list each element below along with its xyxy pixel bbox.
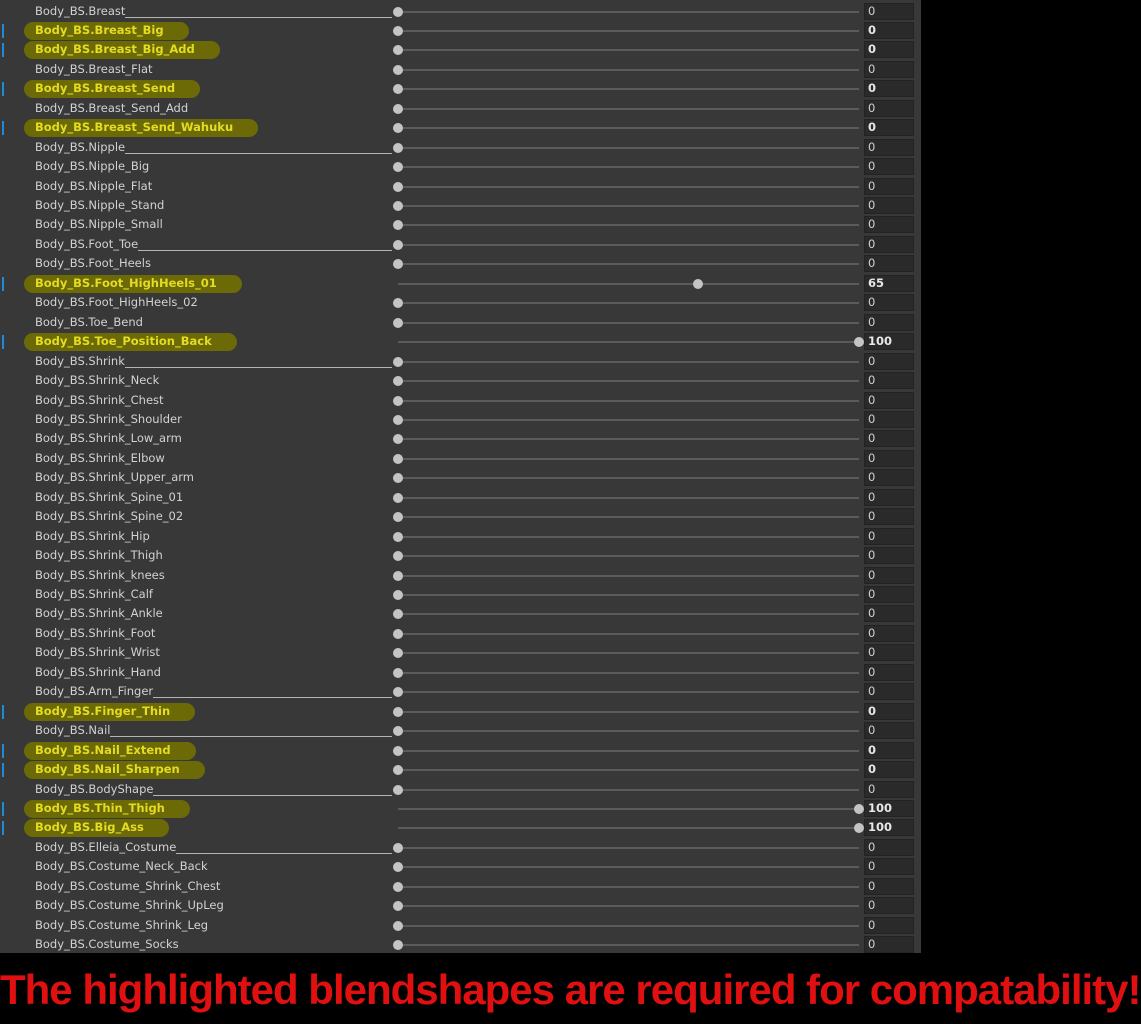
blendshape-value-field[interactable]: 0	[864, 761, 914, 778]
blendshape-slider-thumb[interactable]	[393, 26, 403, 36]
blendshape-slider-thumb[interactable]	[393, 512, 403, 522]
blendshape-row	[0, 468, 921, 487]
blendshape-row	[0, 546, 921, 565]
blendshape-slider-track[interactable]	[398, 594, 859, 596]
modified-indicator	[2, 43, 4, 57]
blendshape-slider-track[interactable]	[398, 905, 859, 907]
blendshape-slider-thumb[interactable]	[393, 104, 403, 114]
blendshape-row	[0, 585, 921, 604]
blendshape-row	[0, 429, 921, 448]
blendshape-slider-track[interactable]	[398, 555, 859, 557]
blendshape-slider-thumb[interactable]	[393, 415, 403, 425]
blendshape-row	[0, 274, 921, 293]
blendshape-label: Body_BS.Shrink_Ankle	[35, 606, 163, 621]
blendshape-slider-thumb[interactable]	[393, 240, 403, 250]
blendshape-slider-track[interactable]	[398, 691, 859, 693]
blendshape-slider-thumb[interactable]	[393, 318, 403, 328]
modified-indicator	[2, 121, 4, 135]
blendshape-slider-thumb[interactable]	[393, 862, 403, 872]
group-separator-line	[110, 736, 392, 737]
blendshape-slider-thumb[interactable]	[393, 707, 403, 717]
blendshape-row	[0, 799, 921, 818]
blendshape-value-field[interactable]: 0	[864, 897, 914, 914]
blendshape-row	[0, 780, 921, 799]
blendshape-slider-thumb[interactable]	[393, 376, 403, 386]
blendshape-row	[0, 566, 921, 585]
blendshape-slider-thumb[interactable]	[393, 259, 403, 269]
blendshape-value-field[interactable]: 0	[864, 158, 914, 175]
blendshape-slider-thumb[interactable]	[393, 765, 403, 775]
blendshape-value-field[interactable]: 0	[864, 197, 914, 214]
blendshape-slider-track[interactable]	[398, 30, 859, 32]
blendshape-value-field[interactable]: 100	[864, 819, 914, 836]
blendshape-row	[0, 682, 921, 701]
blendshape-label: Body_BS.Shrink_Thigh	[35, 548, 163, 563]
blendshape-label: Body_BS.Costume_Neck_Back	[35, 859, 208, 874]
blendshape-slider-track[interactable]	[398, 69, 859, 71]
blendshape-slider-track[interactable]	[398, 477, 859, 479]
blendshape-row	[0, 507, 921, 526]
blendshape-row	[0, 410, 921, 429]
blendshape-row	[0, 604, 921, 623]
group-separator-line	[125, 367, 392, 368]
blendshape-label: Body_BS.Shrink_Shoulder	[35, 411, 182, 426]
blendshape-slider-thumb[interactable]	[393, 65, 403, 75]
blendshape-row	[0, 79, 921, 98]
blendshape-slider-track[interactable]	[398, 49, 859, 51]
blendshape-row	[0, 2, 921, 21]
blendshape-label: Body_BS.Nipple_Small	[35, 217, 163, 232]
blendshape-row	[0, 332, 921, 351]
blendshape-slider-thumb[interactable]	[393, 746, 403, 756]
blendshape-slider-track[interactable]	[398, 536, 859, 538]
blendshape-slider-thumb[interactable]	[393, 201, 403, 211]
blendshape-value-field[interactable]: 0	[864, 605, 914, 622]
blendshape-value-field[interactable]: 0	[864, 858, 914, 875]
blendshape-value-field[interactable]: 0	[864, 878, 914, 895]
blendshape-row	[0, 60, 921, 79]
blendshape-row	[0, 254, 921, 273]
blendshape-value-field[interactable]: 0	[864, 703, 914, 720]
blendshape-value-field[interactable]: 0	[864, 392, 914, 409]
blendshape-slider-track[interactable]	[398, 438, 859, 440]
blendshape-value-field[interactable]: 0	[864, 100, 914, 117]
blendshape-value-field[interactable]: 0	[864, 489, 914, 506]
blendshape-label: Body_BS.Breast_Send_Wahuku	[35, 120, 234, 135]
blendshape-row	[0, 721, 921, 740]
blendshape-slider-track[interactable]	[398, 205, 859, 207]
blendshape-slider-thumb[interactable]	[393, 357, 403, 367]
blendshape-slider-thumb[interactable]	[393, 921, 403, 931]
blendshape-row	[0, 352, 921, 371]
blendshape-slider-track[interactable]	[398, 11, 859, 13]
blendshape-value-field[interactable]: 100	[864, 333, 914, 350]
blendshape-slider-thumb[interactable]	[393, 629, 403, 639]
blendshape-slider-thumb[interactable]	[393, 182, 403, 192]
blendshape-row	[0, 391, 921, 410]
blendshape-value-field[interactable]: 0	[864, 839, 914, 856]
blendshape-slider-thumb[interactable]	[393, 473, 403, 483]
blendshape-row	[0, 99, 921, 118]
blendshape-slider-track[interactable]	[398, 847, 859, 849]
blendshape-value-field[interactable]: 0	[864, 353, 914, 370]
blendshape-slider-thumb[interactable]	[393, 298, 403, 308]
blendshape-label: Body_BS.Foot_HighHeels_02	[35, 295, 198, 310]
blendshape-slider-thumb[interactable]	[393, 84, 403, 94]
blendshape-row	[0, 40, 921, 59]
blendshape-label: Body_BS.Shrink_Calf	[35, 587, 153, 601]
blendshape-slider-thumb[interactable]	[854, 337, 864, 347]
blendshape-row	[0, 157, 921, 176]
blendshape-slider-thumb[interactable]	[393, 220, 403, 230]
blendshape-row	[0, 916, 921, 935]
blendshape-slider-thumb[interactable]	[854, 823, 864, 833]
blendshape-row	[0, 741, 921, 760]
blendshape-row	[0, 896, 921, 915]
blendshape-value-field[interactable]: 0	[864, 450, 914, 467]
blendshape-slider-thumb[interactable]	[393, 7, 403, 17]
blendshape-label: Body_BS.Nipple	[35, 139, 126, 154]
blendshape-label: Body_BS.Breast_Send	[35, 81, 176, 96]
blendshape-slider-track[interactable]	[398, 769, 859, 771]
blendshape-slider-track[interactable]	[398, 283, 859, 285]
blendshape-value-field[interactable]: 0	[864, 61, 914, 78]
blendshape-row	[0, 21, 921, 40]
blendshape-row	[0, 293, 921, 312]
blendshape-slider-thumb[interactable]	[693, 279, 703, 289]
blendshape-label: Body_BS.Shrink_Chest	[35, 392, 164, 407]
blendshape-slider-thumb[interactable]	[393, 648, 403, 658]
blendshape-value-field[interactable]: 0	[864, 119, 914, 136]
blendshape-slider-track[interactable]	[398, 322, 859, 324]
blendshape-row	[0, 818, 921, 837]
blendshape-slider-thumb[interactable]	[393, 571, 403, 581]
blendshape-value-field[interactable]: 0	[864, 742, 914, 759]
blendshape-value-field[interactable]: 0	[864, 80, 914, 97]
blendshape-slider-thumb[interactable]	[393, 396, 403, 406]
blendshape-slider-track[interactable]	[398, 458, 859, 460]
blendshape-value-field[interactable]: 0	[864, 469, 914, 486]
blendshape-slider-thumb[interactable]	[393, 143, 403, 153]
blendshape-row	[0, 138, 921, 157]
blendshape-slider-thumb[interactable]	[393, 551, 403, 561]
modified-indicator	[2, 24, 4, 38]
blendshape-label: Body_BS.Costume_Shrink_UpLeg	[35, 898, 224, 913]
blendshape-label: Body_BS.Nail_Sharpen	[35, 762, 180, 777]
blendshape-value-field[interactable]: 0	[864, 430, 914, 447]
blendshape-slider-thumb[interactable]	[393, 454, 403, 464]
blendshape-slider-track[interactable]	[398, 263, 859, 265]
blendshape-slider-track[interactable]	[398, 244, 859, 246]
blendshape-row	[0, 449, 921, 468]
blendshape-slider-track[interactable]	[398, 108, 859, 110]
blendshape-slider-track[interactable]	[398, 88, 859, 90]
blendshape-row	[0, 527, 921, 546]
group-separator-line	[153, 697, 392, 698]
blendshape-value-field[interactable]: 0	[864, 372, 914, 389]
blendshape-label: Body_BS.Costume_Socks	[35, 937, 179, 952]
blendshape-slider-track[interactable]	[398, 497, 859, 499]
blendshape-value-field[interactable]: 0	[864, 314, 914, 331]
blendshape-row	[0, 624, 921, 643]
blendshape-label: Body_BS.Shrink_Upper_arm	[35, 470, 194, 485]
blendshape-label: Body_BS.Shrink_Elbow	[35, 450, 165, 465]
blendshape-slider-track[interactable]	[398, 224, 859, 226]
caption-text: The highlighted blendshapes are required for compatability!	[0, 966, 1141, 1013]
blendshape-slider-track[interactable]	[398, 575, 859, 577]
group-separator-line	[138, 250, 392, 251]
blendshape-value-field[interactable]: 0	[864, 586, 914, 603]
blendshape-slider-thumb[interactable]	[393, 901, 403, 911]
blendshape-label: Body_BS.Shrink_Hip	[35, 528, 150, 543]
blendshape-row	[0, 118, 921, 137]
blendshape-slider-track[interactable]	[398, 516, 859, 518]
blendshape-slider-track[interactable]	[398, 730, 859, 732]
blendshape-slider-track[interactable]	[398, 652, 859, 654]
blendshape-row	[0, 371, 921, 390]
modified-indicator	[2, 802, 4, 816]
blendshape-slider-thumb[interactable]	[393, 532, 403, 542]
blendshape-slider-track[interactable]	[398, 750, 859, 752]
blendshape-slider-track[interactable]	[398, 380, 859, 382]
blendshape-label: Body_BS.Shrink_knees	[35, 567, 165, 582]
blendshape-slider-track[interactable]	[398, 302, 859, 304]
blendshape-slider-thumb[interactable]	[393, 687, 403, 697]
blendshape-slider-track[interactable]	[398, 400, 859, 402]
blendshape-row	[0, 643, 921, 662]
blendshape-label: Body_BS.Foot_Toe	[35, 236, 139, 251]
blendshape-label: Body_BS.Shrink	[35, 353, 125, 368]
blendshape-slider-track[interactable]	[398, 866, 859, 868]
modified-indicator	[2, 705, 4, 719]
blendshape-value-field[interactable]: 0	[864, 216, 914, 233]
blendshape-slider-thumb[interactable]	[393, 45, 403, 55]
blendshape-slider-thumb[interactable]	[393, 434, 403, 444]
blendshape-row	[0, 215, 921, 234]
blendshape-slider-track[interactable]	[398, 886, 859, 888]
blendshape-slider-thumb[interactable]	[393, 493, 403, 503]
blendshape-value-field[interactable]: 65	[864, 275, 914, 292]
blendshape-label: Body_BS.Toe_Position_Back	[35, 334, 212, 349]
blendshape-slider-thumb[interactable]	[393, 668, 403, 678]
blendshape-label: Body_BS.Costume_Shrink_Leg	[35, 917, 209, 932]
blendshape-label: Body_BS.Shrink_Spine_02	[35, 509, 184, 524]
blendshape-value-field[interactable]: 0	[864, 139, 914, 156]
blendshape-value-field[interactable]: 100	[864, 800, 914, 817]
blendshape-value-field[interactable]: 0	[864, 567, 914, 584]
blendshape-slider-track[interactable]	[398, 925, 859, 927]
modified-indicator	[2, 277, 4, 291]
blendshape-value-field[interactable]: 0	[864, 936, 914, 953]
blendshape-label: Body_BS.Nail	[35, 723, 111, 738]
blendshape-slider-thumb[interactable]	[393, 609, 403, 619]
blendshape-row	[0, 760, 921, 779]
blendshape-label: Body_BS.Breast_Send_Add	[35, 100, 189, 115]
blendshape-row	[0, 838, 921, 857]
modified-indicator	[2, 821, 4, 835]
modified-indicator	[2, 763, 4, 777]
blendshape-value-field[interactable]: 0	[864, 917, 914, 934]
blendshape-label: Body_BS.Nipple_Stand	[35, 198, 165, 212]
blendshape-slider-track[interactable]	[398, 711, 859, 713]
blendshape-value-field[interactable]: 0	[864, 664, 914, 681]
blendshape-value-field[interactable]: 0	[864, 294, 914, 311]
blendshape-value-field[interactable]: 0	[864, 644, 914, 661]
blendshape-slider-thumb[interactable]	[393, 940, 403, 950]
blendshape-slider-track[interactable]	[398, 186, 859, 188]
blendshape-label: Body_BS.Breast_Big	[35, 22, 164, 37]
blendshape-slider-track[interactable]	[398, 127, 859, 129]
blendshape-label: Body_BS.Shrink_Foot	[35, 625, 156, 640]
blendshape-label: Body_BS.Foot_Heels	[35, 256, 151, 271]
blendshape-slider-track[interactable]	[398, 341, 859, 343]
blendshape-label: Body_BS.BodyShape	[35, 781, 154, 796]
blendshape-slider-thumb[interactable]	[393, 785, 403, 795]
blendshape-slider-thumb[interactable]	[393, 162, 403, 172]
group-separator-line	[125, 17, 392, 18]
blendshape-row	[0, 313, 921, 332]
blendshape-slider-track[interactable]	[398, 166, 859, 168]
modified-indicator	[2, 82, 4, 96]
blendshape-label: Body_BS.Thin_Thigh	[35, 800, 165, 815]
blendshape-row	[0, 877, 921, 896]
blendshape-label: Body_BS.Foot_HighHeels_01	[35, 275, 217, 290]
blendshape-slider-thumb[interactable]	[393, 882, 403, 892]
blendshape-slider-track[interactable]	[398, 633, 859, 635]
blendshape-label: Body_BS.Shrink_Wrist	[35, 645, 160, 660]
blendshape-value-field[interactable]: 0	[864, 683, 914, 700]
group-separator-line	[176, 853, 392, 854]
blendshape-slider-track[interactable]	[398, 419, 859, 421]
blendshape-label: Body_BS.Shrink_Low_arm	[35, 431, 182, 446]
blendshape-slider-thumb[interactable]	[393, 590, 403, 600]
blendshape-label: Body_BS.Shrink_Spine_01	[35, 489, 184, 504]
blendshape-value-field[interactable]: 0	[864, 508, 914, 525]
blendshape-value-field[interactable]: 0	[864, 22, 914, 39]
modified-indicator	[2, 335, 4, 349]
blendshape-value-field[interactable]: 0	[864, 3, 914, 20]
blendshape-row	[0, 235, 921, 254]
blendshape-slider-thumb[interactable]	[854, 804, 864, 814]
blendshape-value-field[interactable]: 0	[864, 625, 914, 642]
blendshape-row	[0, 935, 921, 954]
blendshape-row	[0, 488, 921, 507]
group-separator-line	[153, 795, 392, 796]
blendshape-slider-track[interactable]	[398, 827, 859, 829]
blendshape-label: Body_BS.Nail_Extend	[35, 742, 171, 757]
blendshape-label: Body_BS.Breast_Big_Add	[35, 42, 195, 57]
blendshape-label: Body_BS.Nipple_Big	[35, 159, 150, 174]
blendshape-value-field[interactable]: 0	[864, 722, 914, 739]
blendshape-row	[0, 702, 921, 721]
blendshape-label: Body_BS.Arm_Finger	[35, 684, 154, 699]
blendshape-label: Body_BS.Costume_Shrink_Chest	[35, 878, 221, 893]
blendshape-value-field[interactable]: 0	[864, 41, 914, 58]
blendshape-value-field[interactable]: 0	[864, 528, 914, 545]
blendshape-label: Body_BS.Toe_Bend	[35, 314, 143, 329]
blendshape-slider-thumb[interactable]	[393, 726, 403, 736]
blendshape-value-field[interactable]: 0	[864, 411, 914, 428]
blendshape-value-field[interactable]: 0	[864, 781, 914, 798]
blendshape-slider-track[interactable]	[398, 672, 859, 674]
blendshape-label: Body_BS.Elleia_Costume	[35, 839, 177, 854]
blendshape-label: Body_BS.Big_Ass	[35, 820, 144, 835]
blendshape-label: Body_BS.Shrink_Neck	[35, 373, 160, 388]
blendshape-label: Body_BS.Shrink_Hand	[35, 664, 161, 679]
blendshape-label: Body_BS.Finger_Thin	[35, 703, 171, 718]
blendshape-row	[0, 177, 921, 196]
blendshape-row	[0, 857, 921, 876]
blendshape-value-field[interactable]: 0	[864, 255, 914, 272]
blendshape-value-field[interactable]: 0	[864, 178, 914, 195]
blendshape-slider-track[interactable]	[398, 944, 859, 946]
blendshape-value-field[interactable]: 0	[864, 547, 914, 564]
blendshape-slider-track[interactable]	[398, 808, 859, 810]
blendshape-slider-track[interactable]	[398, 613, 859, 615]
blendshape-slider-thumb[interactable]	[393, 123, 403, 133]
blendshape-slider-track[interactable]	[398, 147, 859, 149]
blendshape-label: Body_BS.Breast_Flat	[35, 61, 153, 76]
blendshape-row	[0, 663, 921, 682]
blendshape-slider-track[interactable]	[398, 789, 859, 791]
blendshape-label: Body_BS.Breast	[35, 3, 126, 18]
blendshape-label: Body_BS.Nipple_Flat	[35, 178, 153, 193]
blendshape-slider-thumb[interactable]	[393, 843, 403, 853]
blendshape-slider-track[interactable]	[398, 361, 859, 363]
blendshape-row	[0, 196, 921, 215]
modified-indicator	[2, 744, 4, 758]
group-separator-line	[125, 153, 392, 154]
blendshape-value-field[interactable]: 0	[864, 236, 914, 253]
